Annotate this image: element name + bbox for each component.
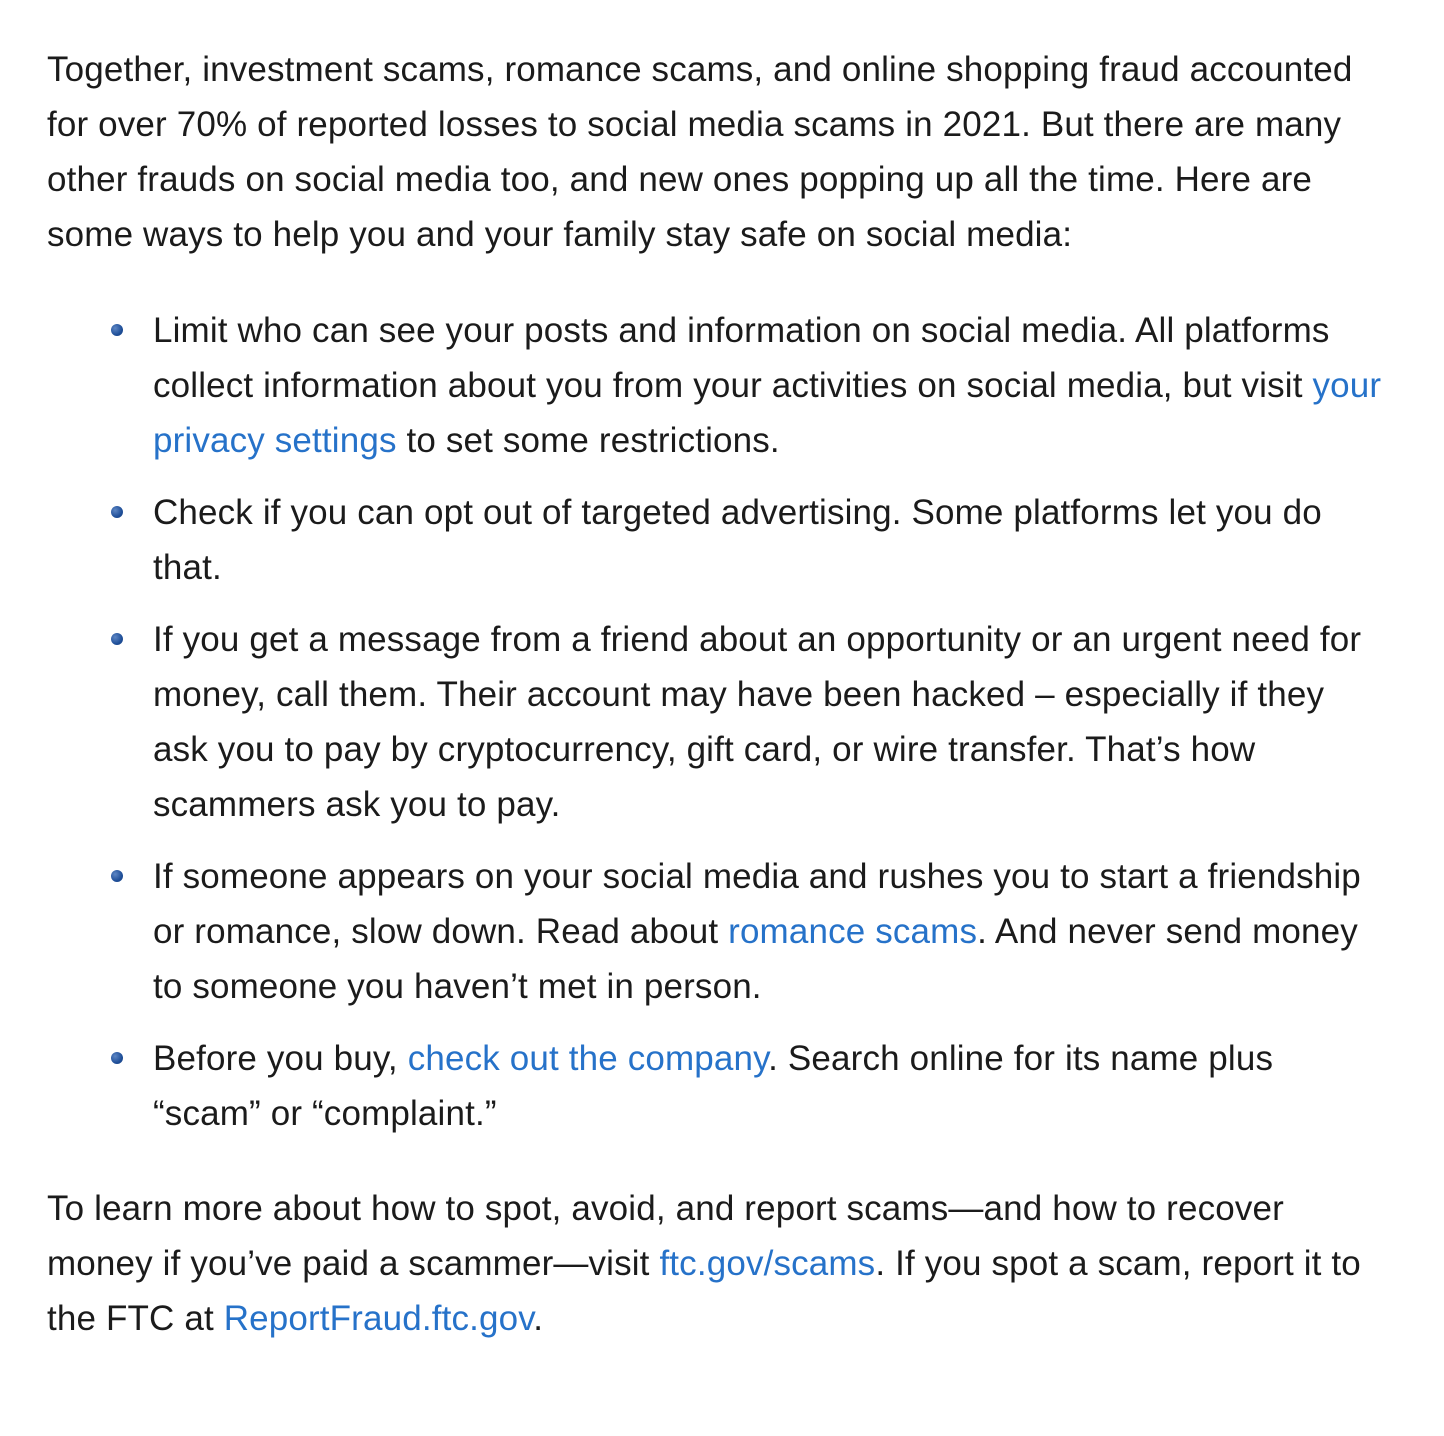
closing-paragraph (47, 1181, 1384, 1346)
tip-text: . And never send money to someone you haven’t met in person. (153, 912, 1358, 1006)
tip-text: Before you buy, (153, 1039, 408, 1078)
tip-text: If you get a message from a friend about an opportunity or an urgent need for money, call them. Their account may have been hacked – especially if they ask you to pay by cryptocurrency, gift card, or wire transfer. That’s how scammers ask you to pay. (153, 620, 1362, 824)
closing-text: . If you spot a scam, report it to the FTC at (47, 1244, 1361, 1338)
tip-text: to set some restrictions. (396, 421, 780, 460)
tip-text: If someone appears on your social media and rushes you to start a friendship or romance, slow down. Read about (153, 857, 1361, 951)
report-fraud-link[interactable]: ReportFraud.ftc.gov (223, 1299, 534, 1338)
closing-text: To learn more about how to spot, avoid, and report scams—and how to recover money if you’ve paid a scammer—visit (47, 1189, 1284, 1283)
privacy-settings-link[interactable]: your privacy settings (153, 366, 1382, 460)
closing-text: . (533, 1299, 544, 1338)
check-out-company-link[interactable]: check out the company (407, 1039, 769, 1078)
ftc-scams-link[interactable]: ftc.gov/scams (659, 1244, 876, 1283)
romance-scams-link[interactable]: romance scams (728, 912, 978, 951)
tip-text: Limit who can see your posts and information on social media. All platforms collect information about you from your activities on social media, but visit (153, 311, 1330, 405)
list-item (153, 485, 1384, 595)
intro-paragraph: Together, investment scams, romance scams, and online shopping fraud accounted for over 70% of reported losses to social media scams in 2021. But there are many other frauds on social media too, and new ones popping up all the time. Here are some ways to help you and your family stay safe on social media: (47, 50, 1353, 254)
list-item (153, 303, 1384, 468)
bullet-icon (111, 870, 123, 882)
bullet-icon (111, 506, 123, 518)
bullet-icon (111, 324, 123, 336)
bullet-icon (111, 1052, 123, 1064)
tip-text: Check if you can opt out of targeted advertising. Some platforms let you do that. (153, 493, 1322, 587)
tip-text: . Search online for its name plus “scam” or “complaint.” (153, 1039, 1274, 1133)
list-item (153, 849, 1384, 1014)
list-item (153, 612, 1384, 832)
list-item (153, 1031, 1384, 1141)
bullet-icon (111, 633, 123, 645)
safety-tips-list (47, 303, 1384, 1141)
